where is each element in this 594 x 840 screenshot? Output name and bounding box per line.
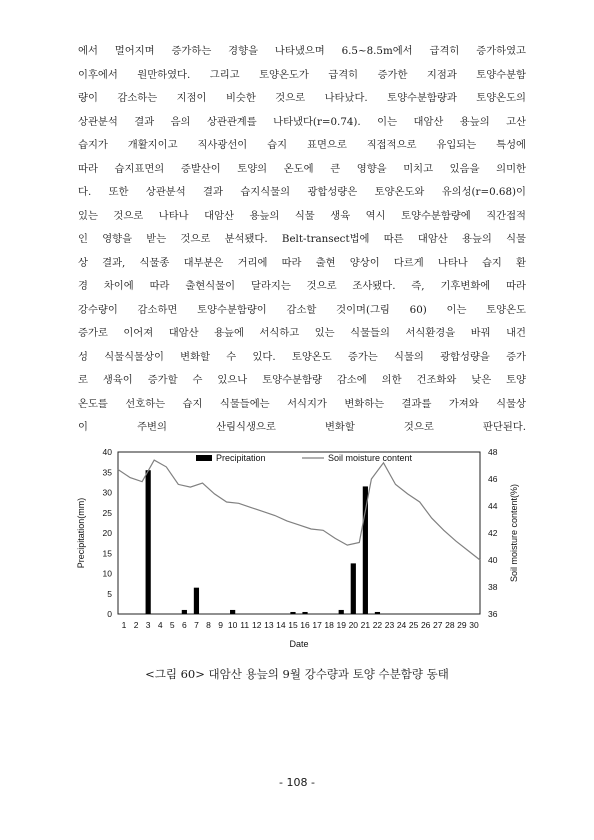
x-tick-label: 8 bbox=[206, 620, 211, 630]
x-tick-label: 9 bbox=[218, 620, 223, 630]
body-line: 에서 멀어지며 증가하는 경향을 나타냈으며 6.5~8.5m에서 급격히 증가하였고 bbox=[78, 45, 526, 57]
x-tick-label: 21 bbox=[360, 620, 371, 630]
x-tick-label: 6 bbox=[181, 620, 187, 630]
x-tick-label: 12 bbox=[252, 620, 262, 630]
precipitation-bar bbox=[375, 612, 380, 614]
body-line: 온도를 선호하는 습지 식물들에는 서식지가 변화하는 결과를 가져와 식물상 bbox=[78, 397, 526, 410]
body-line: 다. 또한 상관분석 결과 습지식물의 광합성량은 토양온도와 유의성(r=0.68)이 bbox=[78, 186, 526, 198]
precipitation-bar bbox=[302, 612, 307, 614]
x-tick-label: 11 bbox=[240, 620, 250, 630]
figure-caption: <그림 60> 대암산 용늪의 9월 강수량과 토양 수분함량 동태 bbox=[145, 667, 449, 681]
x-tick-label: 20 bbox=[348, 620, 359, 630]
left-tick-label: 20 bbox=[102, 528, 112, 538]
right-tick-label: 46 bbox=[488, 474, 498, 484]
body-paragraph bbox=[78, 40, 526, 440]
body-line: 경 차이에 따라 출현식물이 달라지는 것으로 조사됐다. 즉, 기후변화에 따라 bbox=[78, 280, 526, 292]
left-tick-label: 15 bbox=[102, 548, 112, 559]
right-axis-ticks bbox=[488, 447, 498, 619]
x-tick-label: 27 bbox=[433, 620, 443, 630]
precipitation-bar bbox=[290, 612, 295, 614]
x-tick-label: 16 bbox=[300, 620, 310, 630]
precipitation-soil-moisture-chart bbox=[70, 440, 530, 660]
x-tick-label: 1 bbox=[121, 620, 127, 630]
soil-moisture-line bbox=[118, 460, 480, 560]
x-tick-label: 24 bbox=[396, 620, 407, 630]
right-tick-label: 38 bbox=[488, 582, 498, 592]
left-axis-ticks bbox=[103, 447, 113, 619]
left-tick-label: 0 bbox=[107, 609, 112, 619]
precipitation-bar bbox=[230, 610, 235, 614]
right-tick-label: 48 bbox=[488, 447, 498, 457]
x-tick-label: 30 bbox=[469, 620, 479, 630]
x-tick-label: 5 bbox=[169, 620, 175, 630]
right-tick-label: 36 bbox=[488, 609, 498, 619]
x-axis-ticks bbox=[122, 620, 479, 630]
body-line: 이 주변의 산림식생으로 변화할 것으로 판단된다. bbox=[78, 421, 526, 433]
x-tick-label: 29 bbox=[457, 620, 467, 630]
precipitation-bar bbox=[146, 470, 151, 614]
x-tick-label: 23 bbox=[384, 620, 395, 630]
y-axis-label-left: Precipitation(mm) bbox=[76, 497, 86, 569]
page-number: - 108 - bbox=[279, 776, 315, 789]
right-tick-label: 44 bbox=[488, 501, 498, 511]
x-tick-label: 10 bbox=[227, 620, 238, 630]
y-axis-label-right: Soil moisture content(%) bbox=[509, 483, 519, 583]
body-line: 있는 것으로 나타나 대암산 용늪의 식물 생육 역시 토양수분함량에 직간접적 bbox=[78, 209, 526, 222]
x-tick-label: 18 bbox=[324, 620, 334, 630]
x-tick-label: 15 bbox=[288, 620, 298, 630]
legend-label-soil-moisture: Soil moisture content bbox=[328, 453, 413, 463]
soil-moisture-line-layer bbox=[118, 460, 480, 560]
precipitation-bar bbox=[339, 610, 344, 614]
x-tick-label: 28 bbox=[445, 620, 455, 630]
body-line: 로 생육이 증가할 수 있으나 토양수분함량 감소에 의한 건조화와 낮은 토양 bbox=[78, 374, 526, 386]
body-line: 이후에서 원만하였다. 그리고 토양온도가 급격히 증가한 지점과 토양수분함 bbox=[78, 68, 526, 81]
x-tick-label: 26 bbox=[420, 620, 431, 630]
x-tick-label: 22 bbox=[372, 620, 383, 630]
right-tick-label: 40 bbox=[488, 555, 498, 565]
precipitation-bar bbox=[363, 486, 368, 614]
right-tick-label: 42 bbox=[488, 528, 498, 538]
x-tick-label: 19 bbox=[336, 620, 346, 630]
legend bbox=[196, 453, 413, 463]
precipitation-bar bbox=[194, 588, 199, 614]
left-tick-label: 5 bbox=[107, 588, 112, 599]
left-tick-label: 25 bbox=[102, 507, 112, 518]
precipitation-bar bbox=[182, 610, 187, 614]
left-tick-label: 35 bbox=[102, 467, 112, 478]
x-tick-label: 13 bbox=[264, 620, 274, 630]
body-line: 상관분석 결과 음의 상관관계를 나타냈다(r=0.74). 이는 대암산 용늪의 고산 bbox=[78, 115, 526, 128]
precipitation-bars bbox=[146, 470, 380, 614]
x-tick-label: 2 bbox=[133, 620, 139, 630]
left-tick-label: 40 bbox=[102, 447, 112, 457]
body-line: 강수량이 감소하면 토양수분함량이 감소할 것이며(그림 60) 이는 토양온도 bbox=[78, 303, 526, 316]
body-line: 습지가 개활지이고 직사광선이 습지 표면으로 직접적으로 유입되는 특성에 bbox=[78, 139, 526, 151]
x-tick-label: 25 bbox=[408, 620, 419, 630]
body-line: 량이 감소하는 지점이 비슷한 것으로 나타났다. 토양수분함량과 토양온도의 bbox=[78, 92, 526, 104]
body-line: 따라 습지표면의 증발산이 토양의 온도에 큰 영향을 미치고 있음을 의미한 bbox=[78, 162, 526, 175]
body-line: 상 결과, 식물종 대부분은 거리에 따라 출현 양상이 다르게 나타나 습지 환 bbox=[78, 256, 526, 269]
legend-label-precipitation: Precipitation bbox=[216, 453, 266, 463]
x-tick-label: 4 bbox=[157, 620, 163, 630]
x-tick-label: 7 bbox=[194, 620, 199, 630]
x-tick-label: 14 bbox=[276, 620, 286, 630]
x-tick-label: 17 bbox=[312, 620, 322, 630]
body-line: 증가로 이어져 대암산 용늪에 서식하고 있는 식물들의 서식환경을 바꿔 내건 bbox=[78, 327, 526, 339]
body-line: 인 영향을 받는 것으로 분석됐다. Belt-transect법에 따른 대암산 용늪의 식물 bbox=[78, 233, 526, 245]
left-tick-label: 10 bbox=[102, 568, 112, 579]
body-line: 성 식물식물상이 변화할 수 있다. 토양온도 증가는 식물의 광합성량을 증가 bbox=[78, 350, 526, 363]
x-tick-label: 3 bbox=[145, 620, 151, 630]
x-axis-label: Date bbox=[289, 639, 309, 649]
legend-swatch-precipitation bbox=[196, 455, 212, 461]
left-tick-label: 30 bbox=[102, 487, 112, 498]
precipitation-bar bbox=[351, 563, 356, 614]
